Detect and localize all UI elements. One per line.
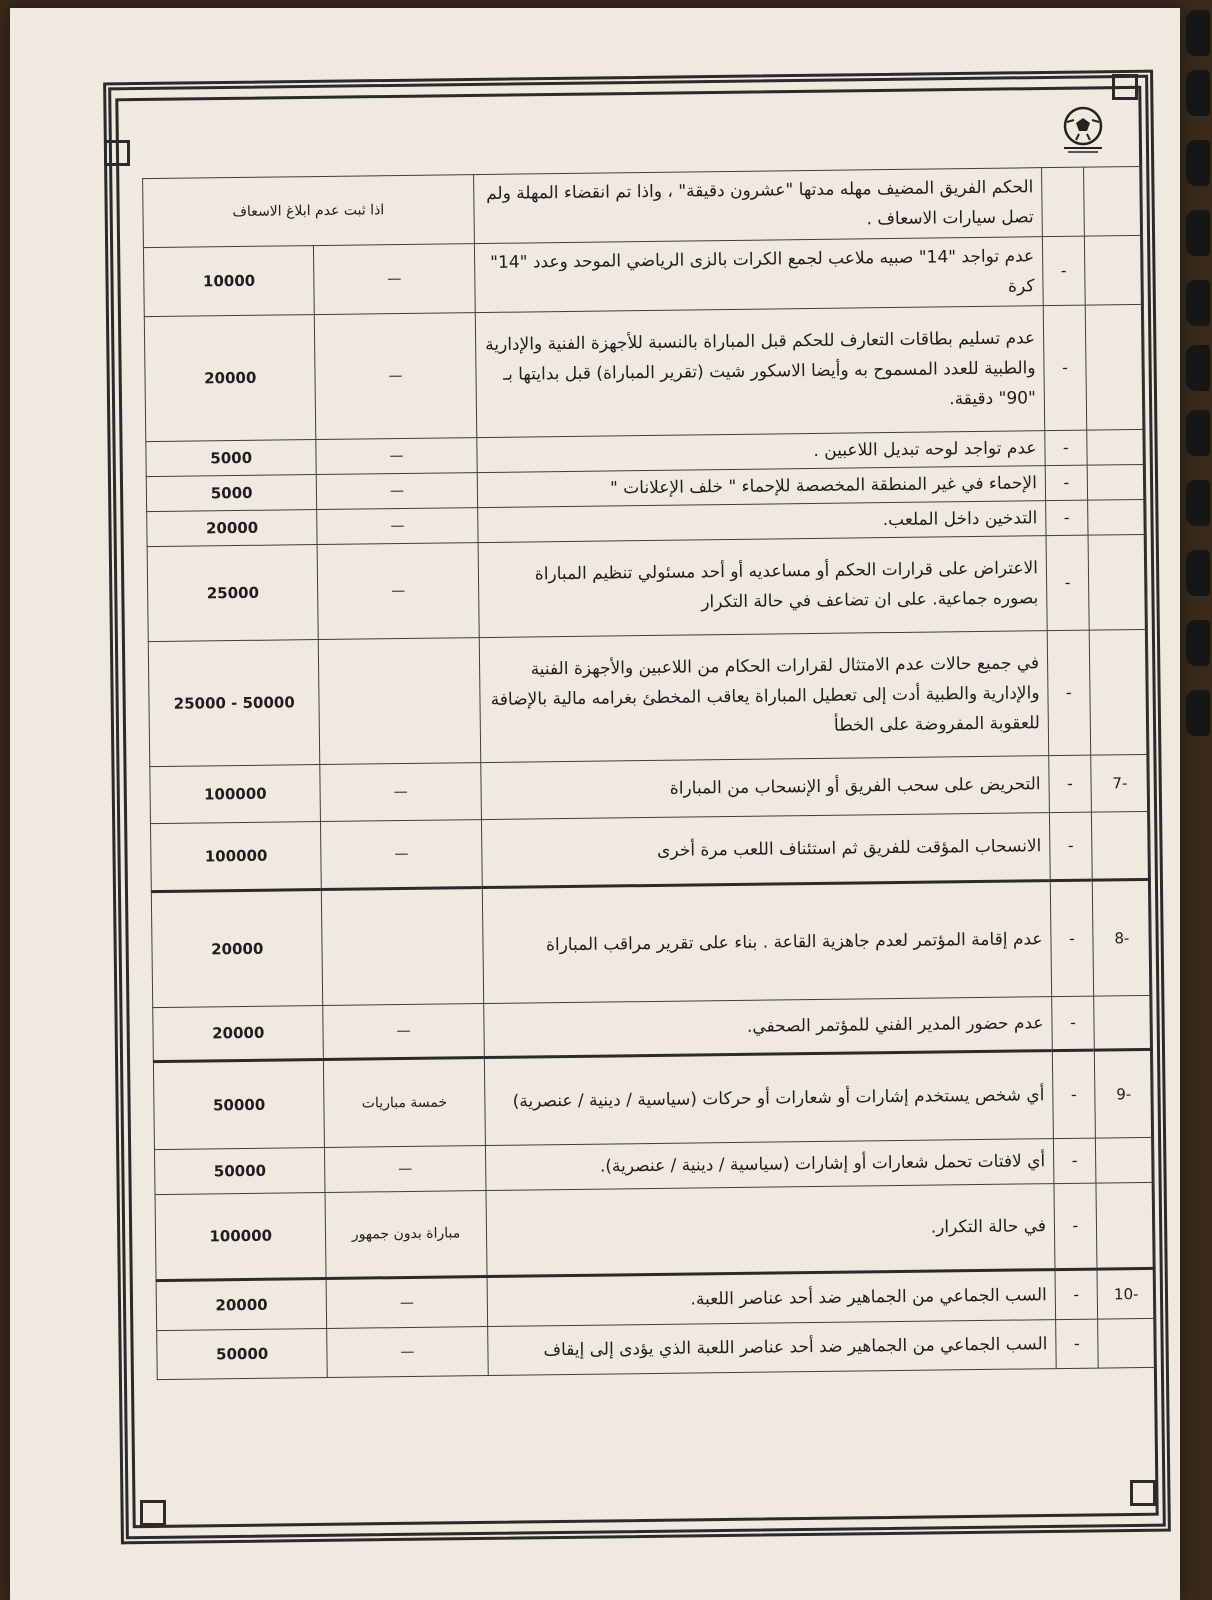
item-dash: - (1054, 1183, 1097, 1270)
extra-penalty: خمسة مباريات (324, 1058, 485, 1148)
table-row (147, 534, 1147, 641)
extra-penalty: — (314, 244, 475, 315)
violation-text: الاعتراض على قرارات الحكم أو مساعديه أو أحد مسئولي تنظيم المباراة بصوره جماعية. على ان تضاعف في حالة التكرار (478, 536, 1047, 638)
penalties-table-container (142, 166, 1158, 1478)
item-dash: - (1047, 630, 1090, 756)
violation-text: عدم حضور المدير الفني للمؤتمر الصحفي. (483, 997, 1052, 1058)
violation-text: التدخين داخل الملعب. (477, 501, 1046, 543)
fine-amount: 50000 (157, 1328, 328, 1379)
violation-text: السب الجماعي من الجماهير ضد أحد عناصر اللعبة الذي يؤدى إلى إيقاف (487, 1320, 1056, 1376)
extra-penalty: — (325, 1146, 486, 1193)
item-dash: - (1050, 880, 1093, 997)
table-row (155, 1182, 1155, 1280)
fine-amount: 20000 (144, 315, 316, 442)
extra-penalty: — (323, 1004, 484, 1060)
item-dash: - (1045, 465, 1087, 501)
fine-amount: 20000 (151, 890, 323, 1008)
item-dash: - (1052, 996, 1094, 1051)
item-dash: - (1042, 236, 1085, 306)
fine-amount: 10000 (143, 246, 314, 317)
item-dash: - (1049, 755, 1092, 813)
frame-corner (1130, 1480, 1156, 1506)
violation-text: عدم تواجد لوحه تبديل اللاعبين . (476, 431, 1045, 473)
table-row (150, 811, 1150, 891)
fine-amount: 5000 (146, 440, 317, 477)
fine-amount: 25000 (147, 545, 319, 642)
violation-text: عدم تواجد "14" صبيه ملاعب لجمع الكرات بالزى الرياضي الموحد وعدد "14" كرة (474, 237, 1043, 313)
extra-penalty: — (321, 820, 482, 890)
item-number (1088, 534, 1147, 630)
fine-amount: 20000 (153, 1006, 324, 1062)
item-number (1087, 429, 1146, 465)
item-dash: - (1043, 305, 1086, 431)
item-dash: - (1056, 1319, 1098, 1369)
extra-penalty: — (316, 438, 477, 475)
ambulance-note: اذا ثبت عدم ابلاغ الاسعاف (143, 175, 474, 248)
table-row (143, 166, 1143, 247)
fine-amount: 100000 (150, 822, 321, 892)
item-dash: - (1045, 430, 1087, 466)
extra-penalty (319, 638, 481, 765)
extra-penalty: مباراة بدون جمهور (325, 1191, 486, 1279)
fine-amount: 20000 (147, 510, 318, 547)
football-logo-icon (1058, 104, 1108, 154)
item-dash: - (1049, 812, 1092, 881)
item-dash (1042, 167, 1085, 237)
item-number: -9 (1094, 1049, 1153, 1138)
extra-penalty: — (317, 508, 478, 545)
extra-penalty: — (318, 543, 479, 640)
item-number: -10 (1097, 1268, 1156, 1319)
item-number (1087, 499, 1146, 535)
violation-text: السب الجماعي من الجماهير ضد أحد عناصر اللعبة. (487, 1270, 1056, 1327)
violation-text: الإحماء في غير المنطقة المخصصة للإحماء " خلف الإعلانات " (477, 466, 1046, 508)
extra-penalty: — (320, 763, 481, 822)
fine-amount: 5000 (146, 475, 317, 512)
violation-text: الحكم الفريق المضيف مهله مدتها "عشرون دقيقة" ، واذا تم انقضاء المهلة ولم تصل سيارات الاسعاف . (473, 168, 1042, 244)
item-dash: - (1046, 535, 1089, 631)
violation-text: في حالة التكرار. (486, 1184, 1055, 1277)
item-dash: - (1055, 1269, 1097, 1320)
violation-text: في جميع حالات عدم الامتثال لقرارات الحكام من اللاعبين والأجهزة الفنية والإدارية والطبية أدت إلى تعطيل المباراة يعاقب المخطئ بغرامه مالية بالإضافة للعقوبة المفروضة على الخطأ (479, 631, 1049, 763)
fine-amount: 50000 (154, 1147, 325, 1194)
item-number: -7 (1091, 754, 1150, 812)
item-dash: - (1046, 500, 1088, 536)
extra-penalty: — (317, 473, 478, 510)
item-number (1084, 235, 1143, 305)
item-number (1091, 811, 1150, 880)
table-row (143, 235, 1143, 316)
fine-amount: 100000 (150, 765, 321, 824)
extra-penalty: — (327, 1327, 488, 1378)
table-row (144, 304, 1144, 441)
item-number (1087, 464, 1146, 500)
frame-corner (1112, 74, 1138, 100)
violation-text: أي شخص يستخدم إشارات أو شعارات أو حركات (سياسية / دينية / عنصرية) (484, 1051, 1053, 1146)
frame-corner (140, 1500, 166, 1526)
item-number (1083, 166, 1142, 236)
frame-corner (104, 140, 130, 166)
penalties-table (142, 166, 1157, 1380)
item-number (1094, 995, 1153, 1050)
item-number (1096, 1182, 1155, 1269)
item-number: -8 (1092, 879, 1152, 996)
item-number (1095, 1137, 1154, 1183)
violation-text: التحريض على سحب الفريق أو الإنسحاب من المباراة (480, 756, 1049, 820)
item-dash: - (1053, 1138, 1095, 1184)
extra-penalty: — (315, 313, 477, 440)
violation-text: عدم تسليم بطاقات التعارف للحكم قبل المباراة بالنسبة للأجهزة الفنية والإدارية والطبية للعدد المسموح به وأيضا الاسكور شيت (تقرير المباراة) قبل بدايتها بـ "90" دقيقة. (475, 306, 1045, 438)
item-number (1097, 1318, 1156, 1368)
violation-text: أي لافتات تحمل شعارات أو إشارات (سياسية / دينية / عنصرية). (485, 1139, 1054, 1191)
spiral-binding (1182, 0, 1212, 1600)
fine-amount: 20000 (156, 1278, 327, 1330)
fine-amount: 100000 (155, 1192, 326, 1280)
fine-amount: 50000 - 25000 (148, 640, 320, 767)
violation-text: عدم إقامة المؤتمر لعدم جاهزية القاعة . بناء على تقرير مراقب المباراة (482, 881, 1052, 1004)
item-number (1085, 304, 1145, 430)
item-dash: - (1052, 1050, 1095, 1139)
extra-penalty (322, 888, 484, 1006)
table-row (151, 879, 1151, 1007)
violation-text: الانسحاب المؤقت للفريق ثم استئناف اللعب مرة أخرى (481, 813, 1050, 888)
table-row (148, 629, 1148, 766)
extra-penalty: — (326, 1277, 487, 1329)
item-number (1089, 629, 1149, 755)
fine-amount: 50000 (153, 1060, 324, 1150)
table-row (153, 1049, 1153, 1149)
